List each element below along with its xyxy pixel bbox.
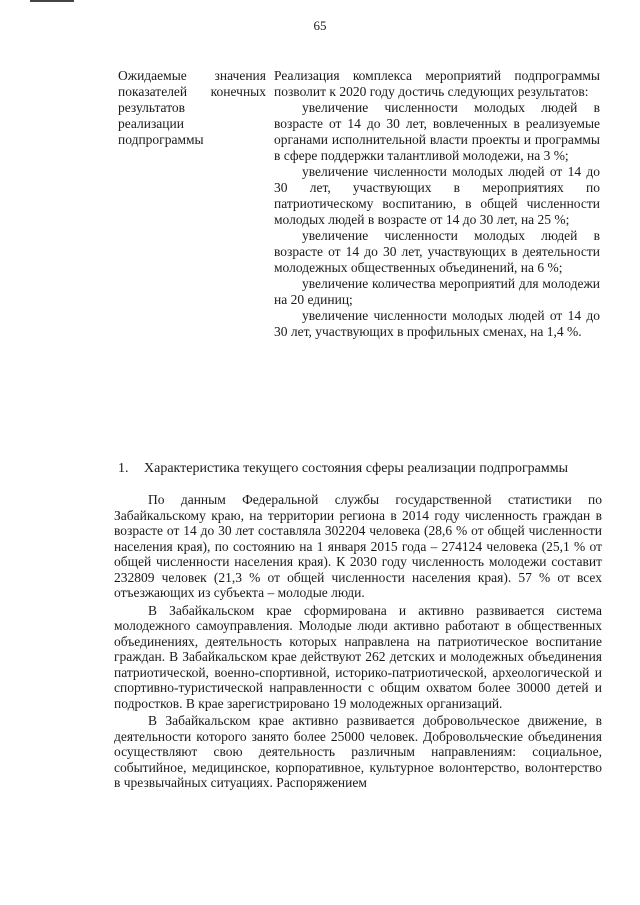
paragraph: В Забайкальском крае сформирована и активно развивается система молодежного самоуправления. Молодые люди активно работают в общественных объединениях, деятельность которых направлена на патриотическое воспитание граждан. В Забайкальском крае действуют 262 детских и молодежных объединения патриотической, военно-спортивной, историко-патриотической, археологической и спортивно-туристической направленности с общим охватом более 30000 детей и подростков. В крае зарегистрировано 19 молодежных организаций. <box>114 602 602 711</box>
table-left-cell <box>118 68 266 148</box>
page-number: 65 <box>313 18 327 33</box>
left-cell-line: реализации <box>118 116 184 131</box>
section-number: 1. <box>118 461 129 476</box>
result-item: увеличение количества мероприятий для молодежи на 20 единиц; <box>274 276 600 307</box>
left-cell-line: результатов <box>118 100 186 115</box>
table-right-cell <box>274 68 600 340</box>
top-edge-line <box>30 0 74 2</box>
results-intro: Реализация комплекса мероприятий подпрограммы позволит к 2020 году достичь следующих результатов: <box>274 68 600 99</box>
paragraph: По данным Федеральной службы государственной статистики по Забайкальскому краю, на территории региона в 2014 году численность граждан в возрасте от 14 до 30 лет составляла 302204 человека (28,6 % от общей численности населения края), по состоянию на 1 января 2015 года – 274124 человека (25,1 % от общей численности населения края). К 2030 году численность молодежи составит 232809 человек (21,3 % от общей численности населения края). 57 % от всех отъезжающих из субъекта – молодые люди. <box>114 492 602 600</box>
section-heading <box>118 460 618 477</box>
result-item: увеличение численности молодых людей в возрасте от 14 до 30 лет, участвующих в деятельности молодежных общественных объединений, на 6 %; <box>274 228 600 275</box>
result-item: увеличение численности молодых людей в возрасте от 14 до 30 лет, вовлеченных в реализуемые органами исполнительной власти проекты и программы в сфере поддержки талантливой молодежи, на 3 %; <box>274 100 600 163</box>
section-title: Характеристика текущего состояния сферы реализации подпрограммы <box>144 461 569 476</box>
left-cell-line: показателей конечных <box>118 84 266 99</box>
result-item: увеличение численности молодых людей от 14 до 30 лет, участвующих в профильных сменах, на 1,4 %. <box>274 308 600 339</box>
result-item: увеличение численности молодых людей от 14 до 30 лет, участвующих в мероприятиях по патриотическому воспитанию, в общей численности молодых людей в возрасте от 14 до 30 лет, на 25 %; <box>274 164 600 227</box>
paragraph: В Забайкальском крае активно развивается добровольческое движение, в деятельности которого занято более 25000 человек. Добровольческие объединения осуществляют свою деятельность различным направлениям: социальное, событийное, медицинское, корпоративное, культурное волонтерство, волонтерство в чрезвычайных ситуациях. Распоряжением <box>114 713 602 790</box>
body-text <box>114 492 602 791</box>
left-cell-line: Ожидаемые значения <box>118 68 266 83</box>
left-cell-line: подпрограммы <box>118 132 204 147</box>
